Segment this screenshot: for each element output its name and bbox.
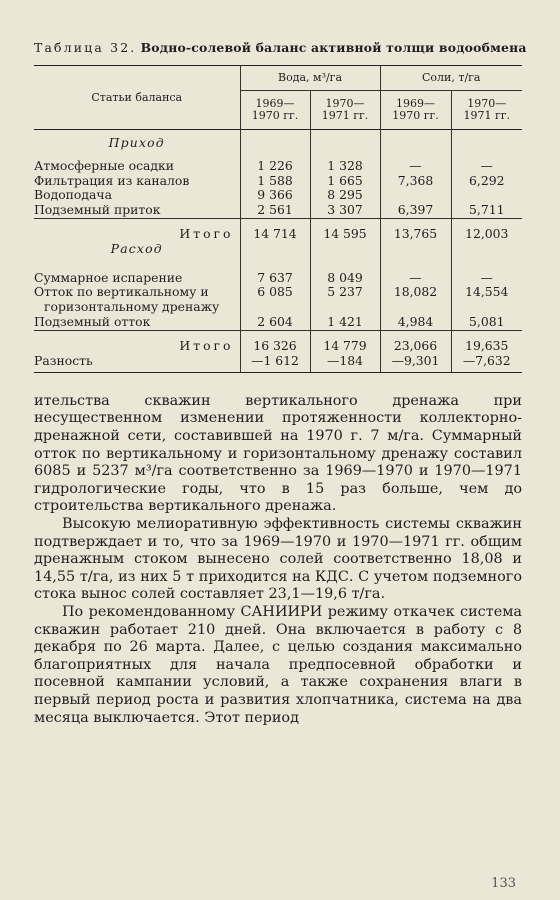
- cell-value: 1 421: [310, 315, 380, 330]
- table-row: [34, 300, 522, 315]
- header-salt: Соли, т/га: [380, 66, 522, 91]
- cell-value: —: [451, 271, 522, 286]
- cell-value: 18,082: [380, 285, 451, 300]
- row-label: Отток по вертикальному и: [34, 284, 209, 300]
- cell-value: —1 612: [240, 354, 310, 369]
- cell-value: 4,984: [380, 315, 451, 330]
- cell-value: 1 665: [310, 174, 380, 189]
- row-label: Подземный приток: [34, 202, 161, 218]
- row-label: Фильтрация из каналов: [34, 172, 190, 188]
- table-row: [34, 285, 522, 300]
- table-row: [34, 188, 522, 203]
- cell-value: 23,066: [380, 339, 451, 354]
- cell-value: 7,368: [380, 174, 451, 189]
- row-label: Подземный отток: [34, 313, 151, 329]
- table-row: [34, 315, 522, 330]
- cell-value: [380, 300, 451, 315]
- table-row: [34, 203, 522, 218]
- cell-value: 6,292: [451, 174, 522, 189]
- table-row: [34, 174, 522, 189]
- total-label: Итого: [179, 337, 234, 353]
- paragraph: По рекомендованному САНИИРИ режиму откачек система скважин работает 210 дней. Она включается в работу с 8 декабря по 26 марта. Далее, с целью создания максимально благоприятных для начала предпосевной обработки и посевной кампании условий, а также сохранения влаги в первый период роста и развития хлопчатника, система на два месяца выключается. Этот период: [34, 603, 522, 726]
- row-label: Атмосферные осадки: [34, 157, 175, 173]
- cell-value: 13,765: [380, 227, 451, 242]
- cell-value: 8 295: [310, 188, 380, 203]
- header-items: Статьи баланса: [91, 90, 183, 104]
- table-row: [34, 271, 522, 286]
- cell-value: [451, 300, 522, 315]
- cell-value: —9,301: [380, 354, 451, 369]
- cell-value: [451, 188, 522, 203]
- row-label: Суммарное испарение: [34, 269, 183, 285]
- cell-value: —7,632: [451, 354, 522, 369]
- header-year-salt-2: 1970— 1971 гг.: [451, 91, 522, 130]
- cell-value: 14 595: [310, 227, 380, 242]
- cell-value: 14,554: [451, 285, 522, 300]
- income-total-row: [34, 227, 522, 242]
- cell-value: 12,003: [451, 227, 522, 242]
- cell-value: [310, 300, 380, 315]
- cell-value: 7 637: [240, 271, 310, 286]
- total-label: Итого: [179, 225, 234, 241]
- balance-table: [34, 65, 522, 373]
- header-water: Вода, м³/га: [240, 66, 380, 91]
- header-year-water-1: 1969— 1970 гг.: [240, 91, 310, 130]
- cell-value: 3 307: [310, 203, 380, 218]
- cell-value: 9 366: [240, 188, 310, 203]
- section-outflow-title: Расход: [110, 240, 163, 256]
- cell-value: 6 085: [240, 285, 310, 300]
- difference-row: [34, 354, 522, 369]
- cell-value: 8 049: [310, 271, 380, 286]
- table-caption: [34, 40, 530, 55]
- cell-value: 6,397: [380, 203, 451, 218]
- cell-value: —: [380, 271, 451, 286]
- header-year-water-2: 1970— 1971 гг.: [310, 91, 380, 130]
- cell-value: 1 588: [240, 174, 310, 189]
- row-label: Водоподача: [34, 187, 112, 203]
- cell-value: 19,635: [451, 339, 522, 354]
- cell-value: 5,081: [451, 315, 522, 330]
- paragraph: Высокую мелиоративную эффективность системы скважин подтверждает и то, что за 1969—1970 и 1970—1971 гг. общим дренажным стоком вынесено солей соответственно 18,08 и 14,55 т/га, из них 5 т приходится на КДС. С учетом подземного стока вынос солей составляет 23,1—19,6 т/га.: [34, 516, 522, 603]
- paragraph: ительства скважин вертикального дренажа при несущественном изменении протяженности коллекторно-дренажной сети, составившей на 1970 г. 7 м/га. Суммарный отток по вертикальному и горизонтальному дренажу составил 6085 и 5237 м³/га соответственно за 1969—1970 и 1970—1971 гидрологические годы, что в 15 раз больше, чем до строительства вертикального дренажа.: [34, 392, 522, 515]
- cell-value: 5,711: [451, 203, 522, 218]
- cell-value: 16 326: [240, 339, 310, 354]
- cell-value: 5 237: [310, 285, 380, 300]
- income-section: [34, 130, 522, 242]
- cell-value: 14 779: [310, 339, 380, 354]
- row-label: горизонтальному дренажу: [44, 299, 220, 315]
- cell-value: —184: [310, 354, 380, 369]
- cell-value: [380, 188, 451, 203]
- header-year-salt-1: 1969— 1970 гг.: [380, 91, 451, 130]
- outflow-total-row: [34, 339, 522, 354]
- section-income-title: Приход: [108, 135, 165, 150]
- totals-section: [34, 339, 522, 373]
- cell-value: 2 604: [240, 315, 310, 330]
- page-number: 133: [491, 876, 516, 891]
- cell-value: 1 226: [240, 159, 310, 174]
- table-caption-title: Водно-солевой баланс активной толщи водообмена: [140, 40, 527, 55]
- cell-value: 14 714: [240, 227, 310, 242]
- cell-value: 1 328: [310, 159, 380, 174]
- body-text: [34, 393, 522, 727]
- table-caption-lead: Таблица 32.: [34, 40, 137, 55]
- outflow-section: [34, 242, 522, 339]
- table-row: [34, 159, 522, 174]
- cell-value: —: [380, 159, 451, 174]
- cell-value: [240, 300, 310, 315]
- difference-label: Разность: [34, 352, 93, 368]
- cell-value: —: [451, 159, 522, 174]
- cell-value: 2 561: [240, 203, 310, 218]
